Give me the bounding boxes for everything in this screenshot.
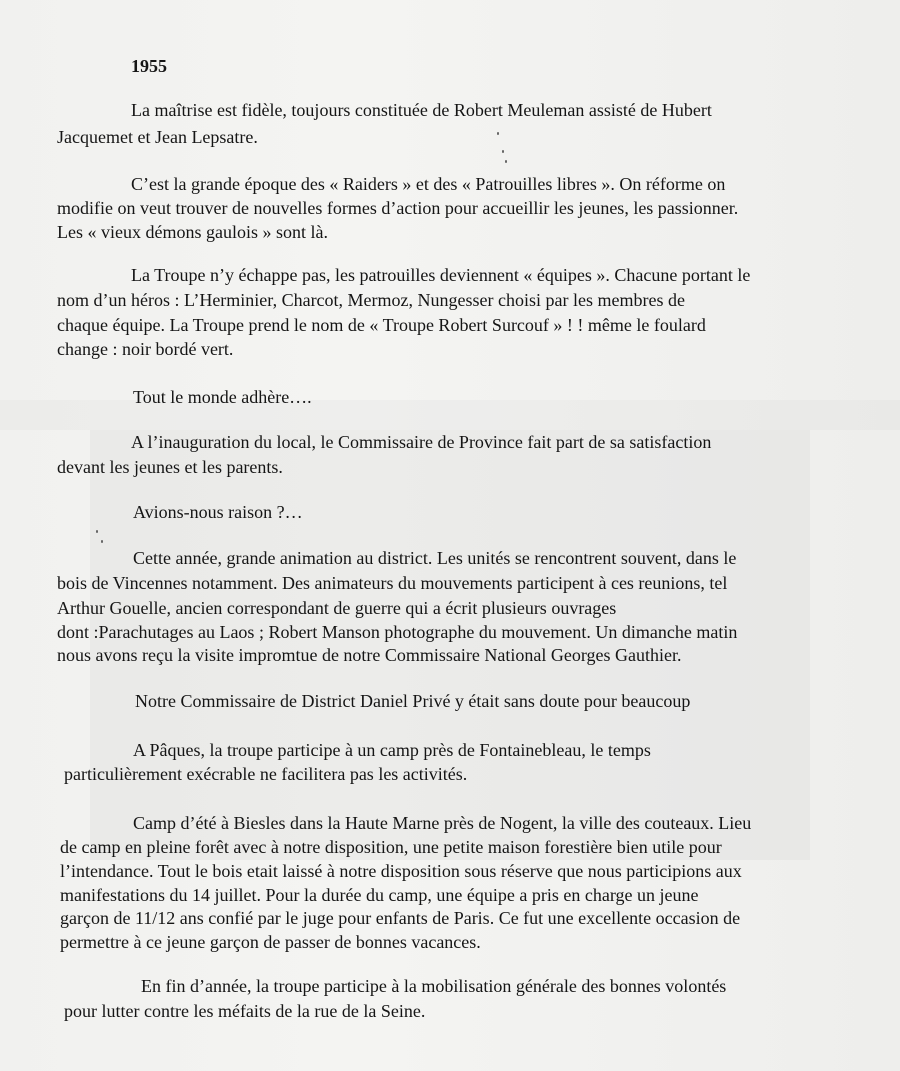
paragraph-line: En fin d’année, la troupe participe à la mobilisation générale des bonnes volontés	[141, 976, 727, 996]
paragraph-line: Tout le monde adhère….	[133, 387, 312, 407]
paragraph-line: Les « vieux démons gaulois » sont là.	[57, 222, 328, 242]
paragraph-line: chaque équipe. La Troupe prend le nom de « Troupe Robert Surcouf » ! ! même le foulard	[57, 315, 706, 335]
paragraph-line: Camp d’été à Biesles dans la Haute Marne près de Nogent, la ville des couteaux. Lieu	[133, 813, 752, 833]
year-heading: 1955	[131, 56, 167, 76]
paragraph-line: modifie on veut trouver de nouvelles formes d’action pour accueillir les jeunes, les passionner.	[57, 198, 739, 218]
scan-speck	[96, 530, 98, 533]
paragraph-line: Jacquemet et Jean Lepsatre.	[57, 127, 258, 147]
paragraph-line: change : noir bordé vert.	[57, 339, 234, 359]
paragraph-line: pour lutter contre les méfaits de la rue de la Seine.	[64, 1001, 426, 1021]
paragraph-line: garçon de 11/12 ans confié par le juge pour enfants de Paris. Ce fut une excellente occasion de	[60, 908, 741, 928]
paragraph-line: Cette année, grande animation au district. Les unités se rencontrent souvent, dans le	[133, 548, 737, 568]
paragraph-line: C’est la grande époque des « Raiders » et des « Patrouilles libres ». On réforme on	[131, 174, 726, 194]
scan-speck	[502, 150, 504, 153]
scan-speck	[101, 540, 103, 543]
paragraph-line: nom d’un héros : L’Herminier, Charcot, Mermoz, Nungesser choisi par les membres de	[57, 290, 685, 310]
scan-speck	[497, 132, 499, 135]
paragraph-line: permettre à ce jeune garçon de passer de bonnes vacances.	[60, 932, 481, 952]
paragraph-line: manifestations du 14 juillet. Pour la durée du camp, une équipe a pris en charge un jeune	[60, 885, 699, 905]
paragraph-line: bois de Vincennes notamment. Des animateurs du mouvements participent à ces reunions, tel	[57, 573, 728, 593]
paragraph-line: A l’inauguration du local, le Commissaire de Province fait part de sa satisfaction	[131, 432, 712, 452]
paragraph-line: La Troupe n’y échappe pas, les patrouilles deviennent « équipes ». Chacune portant le	[131, 265, 751, 285]
paragraph-line: A Pâques, la troupe participe à un camp près de Fontainebleau, le temps	[133, 740, 651, 760]
paragraph-line: de camp en pleine forêt avec à notre disposition, une petite maison forestière bien utile pour	[60, 837, 722, 857]
paragraph-line: particulièrement exécrable ne facilitera pas les activités.	[64, 764, 468, 784]
paragraph-line: Arthur Gouelle, ancien correspondant de guerre qui a écrit plusieurs ouvrages	[57, 598, 617, 618]
paragraph-line: dont :Parachutages au Laos ; Robert Manson photographe du mouvement. Un dimanche matin	[57, 622, 738, 642]
paragraph-line: devant les jeunes et les parents.	[57, 457, 283, 477]
paragraph-line: Avions-nous raison ?…	[133, 502, 303, 522]
paragraph-line: Notre Commissaire de District Daniel Privé y était sans doute pour beaucoup	[135, 691, 691, 711]
scan-speck	[505, 160, 507, 163]
paragraph-line: La maîtrise est fidèle, toujours constituée de Robert Meuleman assisté de Hubert	[131, 100, 712, 120]
paragraph-line: l’intendance. Tout le bois etait laissé à notre disposition sous réserve que nous participions aux	[60, 861, 742, 881]
paragraph-line: nous avons reçu la visite impromtue de notre Commissaire National Georges Gauthier.	[57, 645, 682, 665]
